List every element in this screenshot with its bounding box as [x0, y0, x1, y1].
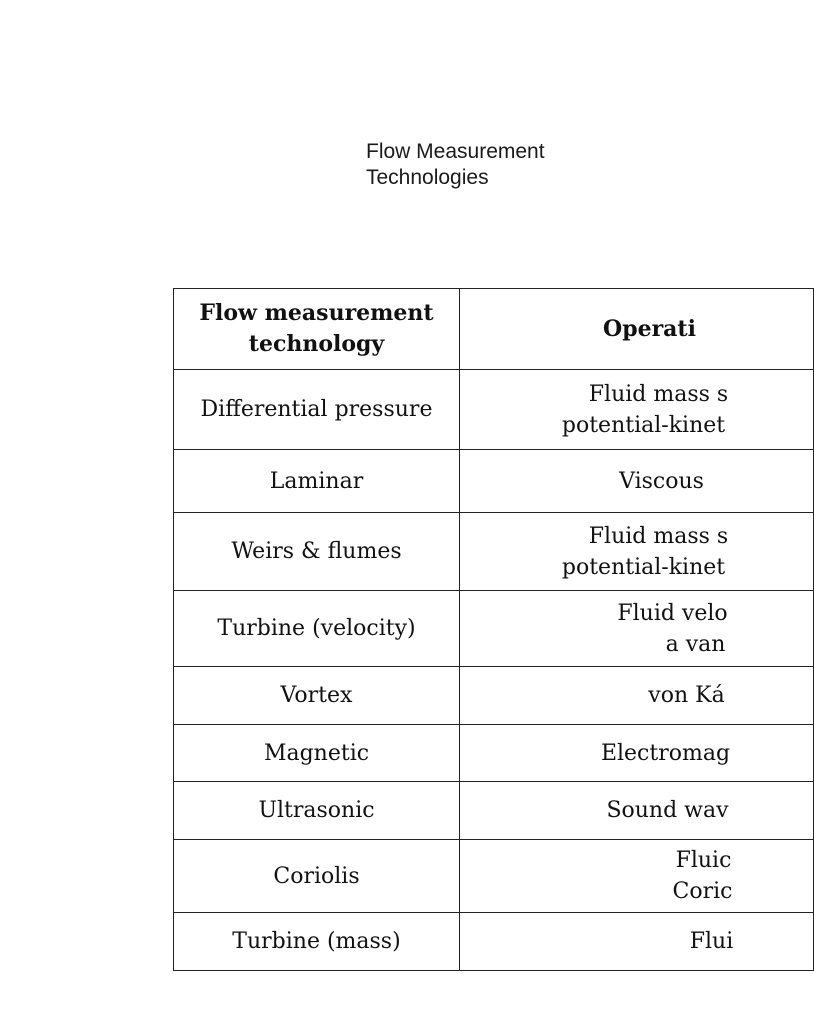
table-row — [174, 370, 814, 450]
table-header-row — [174, 289, 814, 370]
operating-line: Fluic — [675, 848, 732, 873]
table-row — [174, 450, 814, 513]
operating-cell — [460, 725, 814, 782]
header-technology-line-2: technology — [248, 331, 385, 357]
header-technology-line-1: Flow measurement — [199, 300, 434, 326]
table-row — [174, 667, 814, 725]
table-row — [174, 782, 814, 840]
operating-line: von Ká — [648, 683, 725, 708]
technology-cell: Weirs & flumes — [174, 513, 460, 591]
table-viewport — [173, 288, 734, 955]
operating-line: potential-kinet — [561, 412, 726, 438]
table-row — [174, 513, 814, 591]
table-row — [174, 840, 814, 913]
page-title — [366, 139, 626, 191]
operating-line: Fluid mass s — [588, 381, 729, 407]
page-title-line-2: Technologies — [366, 166, 489, 189]
table-row — [174, 725, 814, 782]
header-operating — [460, 289, 814, 370]
operating-line: potential-kinet — [561, 554, 726, 580]
technology-cell: Vortex — [174, 667, 460, 725]
table-row — [174, 913, 814, 971]
table-row — [174, 591, 814, 667]
technology-cell: Laminar — [174, 450, 460, 513]
operating-cell — [460, 913, 814, 971]
operating-line: Viscous — [619, 468, 704, 494]
technology-cell: Ultrasonic — [174, 782, 460, 840]
operating-cell — [460, 782, 814, 840]
operating-line: Fluid mass s — [588, 523, 729, 549]
technology-cell: Coriolis — [174, 840, 460, 913]
operating-cell — [460, 513, 814, 591]
operating-line: Sound wav — [606, 798, 729, 823]
operating-line: Fluid velo — [617, 600, 728, 626]
operating-cell — [460, 840, 814, 913]
technology-cell: Turbine (mass) — [174, 913, 460, 971]
operating-line: Coric — [672, 879, 733, 904]
page-title-line-1: Flow Measurement — [366, 140, 545, 163]
operating-cell — [460, 591, 814, 667]
technology-cell: Differential pressure — [174, 370, 460, 450]
flow-technology-table — [173, 288, 814, 971]
technology-cell: Magnetic — [174, 725, 460, 782]
operating-cell — [460, 450, 814, 513]
technology-cell: Turbine (velocity) — [174, 591, 460, 667]
operating-cell — [460, 667, 814, 725]
operating-line: a van — [665, 631, 726, 657]
operating-line: Electromag — [600, 740, 731, 766]
header-technology — [174, 289, 460, 370]
operating-cell — [460, 370, 814, 450]
operating-line: Flui — [689, 929, 734, 954]
header-operating-label: Operati — [603, 315, 696, 342]
